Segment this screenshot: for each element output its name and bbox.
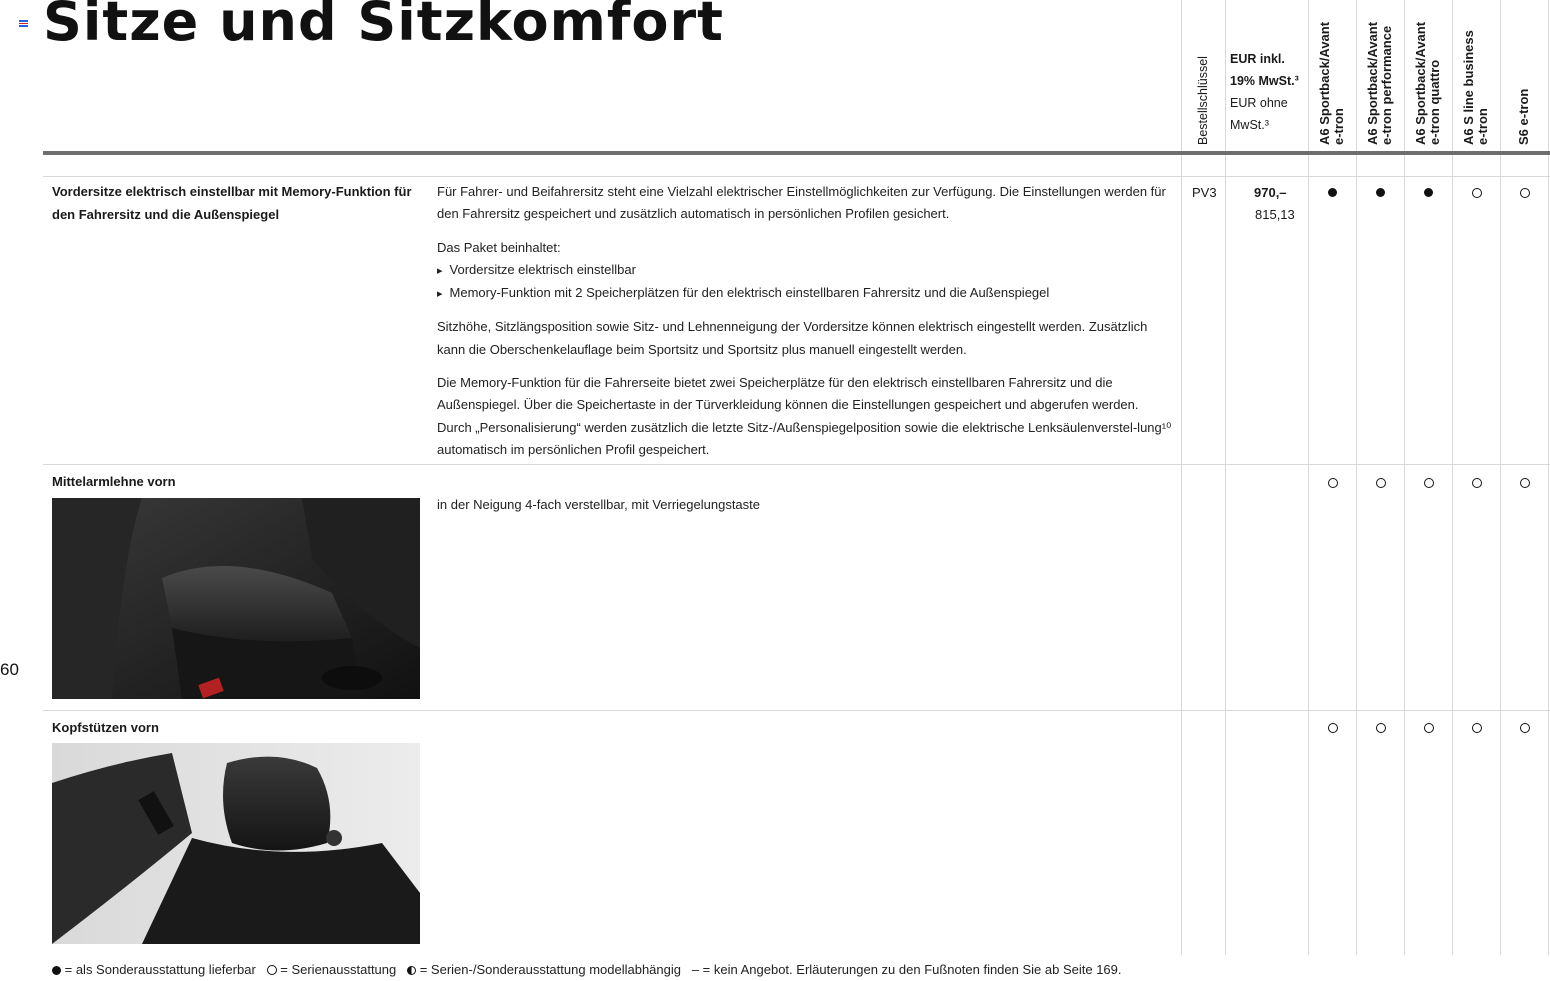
grid-line [1181,0,1182,955]
standard-ring-icon [1520,478,1530,488]
package-item: ▸ Vordersitze elektrisch einstellbar [437,259,1175,282]
order-code: PV3 [1192,185,1217,200]
price-incl: 970,– [1254,185,1287,200]
standard-ring-icon [1472,478,1482,488]
model-4-line1: A6 S line business [1461,30,1476,145]
legend-standard: = Serienausstattung [280,962,397,977]
grid-line [1308,0,1309,955]
column-model-4 [1462,30,1490,145]
standard-ring-icon [1424,478,1434,488]
model-4-line2: e-tron [1475,108,1490,145]
column-model-2 [1366,20,1394,145]
row-divider [43,176,1550,177]
model-dependent-half-icon [407,966,416,975]
legend-option: = als Sonderausstattung lieferbar [64,962,256,977]
page-title: Sitze und Sitzkomfort [43,0,724,53]
price-excl: 815,13 [1255,207,1295,222]
grid-line [1225,0,1226,955]
legend-model-dependent: = Serien-/Sonderausstattung modellabhängig [419,962,681,977]
standard-ring-icon [1328,478,1338,488]
model-1-line2: e-tron [1331,108,1346,145]
column-model-1 [1318,20,1346,145]
grid-line [1548,0,1549,955]
standard-ring-icon [1472,723,1482,733]
legend-none: – = kein Angebot. Erläuterungen zu den Fußnoten finden Sie ab Seite 169. [691,962,1122,977]
model-3-line2: e-tron quattro [1427,59,1442,145]
grid-line [1452,0,1453,955]
legend [52,962,1122,977]
package-item: ▸ Memory-Funktion mit 2 Speicherplätzen für den elektrisch einstellbaren Fahrersitz und die Außenspiegel [437,282,1175,305]
menu-icon[interactable] [19,20,28,27]
headrest-photo [52,743,420,944]
header-rule [43,151,1550,155]
model-2-line1: A6 Sportback/Avant [1365,21,1380,145]
standard-ring-icon [1376,723,1386,733]
standard-ring-icon [1520,188,1530,198]
column-order-key: Bestellschlüssel [1196,56,1210,145]
grid-line [1356,0,1357,955]
page-number: 60 [0,660,19,679]
column-model-3 [1414,20,1442,145]
row-description [437,181,1175,472]
column-price-header [1230,48,1299,136]
option-dot-icon [52,966,61,975]
model-1-line1: A6 Sportback/Avant [1317,21,1332,145]
description-paragraph: Für Fahrer- und Beifahrersitz steht eine Vielzahl elektrischer Einstellmöglichkeiten zur Verfügung. Die Einstellungen werden für den Fahrersitz gespeichert und zusätzlich automatisch in persönlichen Profilen gesichert. [437,184,1166,222]
row-description: in der Neigung 4-fach verstellbar, mit Verriegelungstaste [437,497,761,512]
column-model-5 [1517,60,1531,145]
model-5-line1: S6 e-tron [1516,88,1531,145]
option-dot-icon [1376,188,1385,197]
standard-ring-icon [1328,723,1338,733]
standard-ring-icon [1520,723,1530,733]
price-excl-line1: EUR ohne [1230,96,1288,110]
package-intro: Das Paket beinhaltet: [437,239,561,255]
option-dot-icon [1424,188,1433,197]
model-2-line2: e-tron performance [1379,25,1394,145]
row-divider [43,710,1550,711]
description-paragraph: Die Memory-Funktion für die Fahrerseite bietet zwei Speicherplätze für den elektrisch einstellbaren Fahrersitz und die Außenspiegel. Über die Speichertaste in der Türverkleidung können die Einstellungen gespeichert und abgerufen werden. Durch „Personalisierung“ werden zusätzlich die letzte Sitz-/Außenspiegelposition sowie die elektrische Lenksäulenverstel-lung¹⁰ automatisch im persönlichen Profil gespeichert. [437,375,1172,457]
option-dot-icon [1328,188,1337,197]
price-incl-line1: EUR inkl. [1230,52,1285,66]
row-divider [43,464,1550,465]
grid-line [1500,0,1501,955]
standard-ring-icon [1472,188,1482,198]
model-3-line1: A6 Sportback/Avant [1413,21,1428,145]
package-list [437,259,1175,306]
price-incl-line2: 19% MwSt.³ [1230,74,1299,88]
description-paragraph: Sitzhöhe, Sitzlängsposition sowie Sitz- und Lehnenneigung der Vordersitze können elektrisch eingestellt werden. Zusätzlich kann die Oberschenkelauflage beim Sportsitz und Sportsitz plus manuell eingestellt werden. [437,319,1148,357]
standard-ring-icon [1424,723,1434,733]
row-title: Vordersitze elektrisch einstellbar mit Memory-Funktion für den Fahrersitz und die Außenspiegel [52,184,412,222]
row-title: Mittelarmlehne vorn [52,474,176,489]
standard-ring-icon [1376,478,1386,488]
row-title: Kopfstützen vorn [52,720,159,735]
center-armrest-photo [52,498,420,699]
standard-ring-icon [267,965,277,975]
price-excl-line2: MwSt.³ [1230,118,1269,132]
grid-line [1404,0,1405,955]
